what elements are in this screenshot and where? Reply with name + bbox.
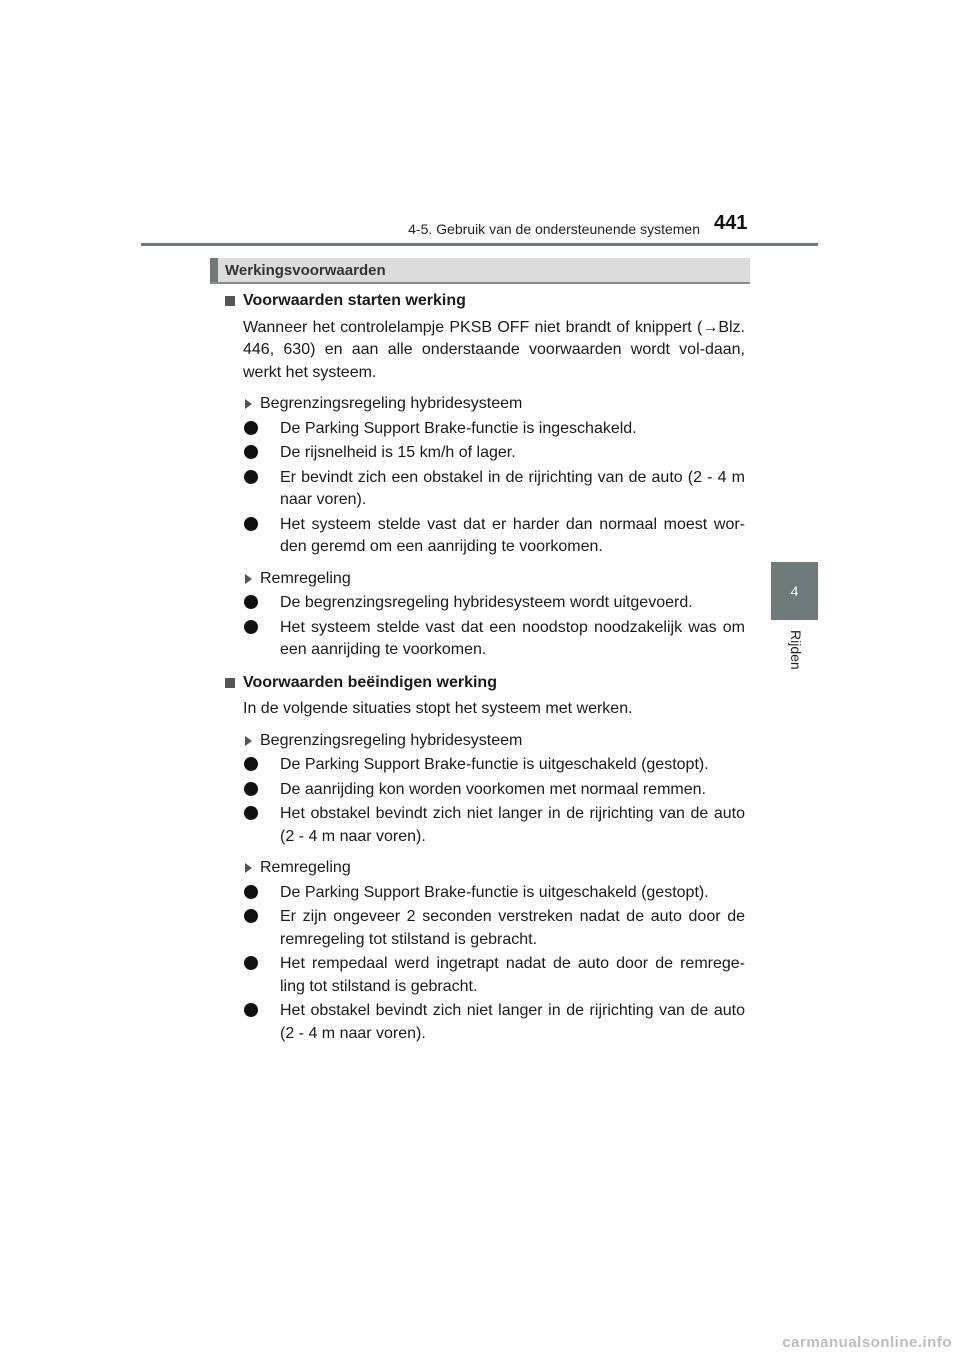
list-item xyxy=(222,592,745,615)
dot-bullet-icon xyxy=(244,757,258,771)
end-heading xyxy=(222,672,745,695)
group-title-text: Begrenzingsregeling hybridesysteem xyxy=(260,395,523,412)
dot-bullet-icon xyxy=(244,620,258,634)
list-item-text: Het rempedaal werd ingetrapt nadat de auto door de remrege-ling tot stilstand is gebracht. xyxy=(280,955,745,995)
end-group-2-title xyxy=(222,857,745,880)
list-item xyxy=(222,803,745,848)
header-rule xyxy=(141,243,818,246)
list-item-text: Het systeem stelde vast dat er harder dan normaal moest wor-den geremd om een aanrijding te voorkomen. xyxy=(280,515,745,555)
list-item-text: De Parking Support Brake-functie is uitgeschakeld (gestopt). xyxy=(280,883,709,901)
chapter-title: 4-5. Gebruik van de ondersteunende systemen xyxy=(408,221,700,237)
spacer xyxy=(222,662,745,670)
dot-bullet-icon xyxy=(244,595,258,609)
dot-bullet-icon xyxy=(244,956,258,970)
start-heading-text: Voorwaarden starten werking xyxy=(243,292,466,309)
list-item-text: Het systeem stelde vast dat een noodstop noodzakelijk was om een aanrijding te voorkomen. xyxy=(280,618,745,658)
triangle-bullet-icon xyxy=(245,399,252,409)
watermark: carmanualsonline.info xyxy=(782,1334,952,1351)
list-item xyxy=(222,418,745,441)
list-item xyxy=(222,442,745,465)
list-item-text: Het obstakel bevindt zich niet langer in de rijrichting van de auto (2 - 4 m naar voren). xyxy=(280,805,745,845)
list-item xyxy=(222,906,745,951)
dot-bullet-icon xyxy=(244,470,258,484)
group-title-text: Remregeling xyxy=(260,859,351,876)
list-item xyxy=(222,467,745,512)
section-header xyxy=(210,258,750,284)
dot-bullet-icon xyxy=(244,782,258,796)
square-bullet-icon xyxy=(225,296,235,306)
section-title: Werkingsvoorwaarden xyxy=(225,262,386,279)
section-accent xyxy=(210,258,218,282)
end-intro: In de volgende situaties stopt het systeem met werken. xyxy=(243,700,633,717)
list-item xyxy=(222,953,745,998)
chapter-tab[interactable] xyxy=(771,562,818,620)
triangle-bullet-icon xyxy=(245,736,252,746)
list-item-text: De Parking Support Brake-functie is ingeschakeld. xyxy=(280,419,637,437)
dot-bullet-icon xyxy=(244,445,258,459)
list-item xyxy=(222,1000,745,1045)
list-item-text: Er bevindt zich een obstakel in de rijrichting van de auto (2 - 4 m naar voren). xyxy=(280,468,745,508)
end-heading-text: Voorwaarden beëindigen werking xyxy=(243,673,497,691)
list-item-text: Er zijn ongeveer 2 seconden verstreken nadat de auto door de remregeling tot stilstand is gebracht. xyxy=(280,908,745,948)
list-item xyxy=(222,779,745,802)
triangle-bullet-icon xyxy=(245,863,252,873)
list-item-text: De Parking Support Brake-functie is uitgeschakeld (gestopt). xyxy=(280,756,709,773)
dot-bullet-icon xyxy=(244,885,258,899)
start-intro: Wanneer het controlelampje PKSB OFF niet brandt of knippert (→Blz. 446, 630) en aan alle onderstaande voorwaarden wordt vol-daan, werkt het systeem. xyxy=(243,318,745,381)
end-group-1-title xyxy=(222,730,745,753)
list-item-text: Het obstakel bevindt zich niet langer in de rijrichting van de auto (2 - 4 m naar voren). xyxy=(280,1002,745,1042)
list-item-text: De begrenzingsregeling hybridesysteem wordt uitgevoerd. xyxy=(280,594,693,611)
dot-bullet-icon xyxy=(244,909,258,923)
list-item-text: De aanrijding kon worden voorkomen met normaal remmen. xyxy=(280,780,706,798)
dot-bullet-icon xyxy=(244,806,258,820)
chapter-tab-label: Rijden xyxy=(788,630,804,670)
triangle-bullet-icon xyxy=(245,574,252,584)
group-title-text: Remregeling xyxy=(260,569,351,587)
list-item xyxy=(222,514,745,559)
list-item xyxy=(222,882,745,905)
dot-bullet-icon xyxy=(244,1003,258,1017)
dot-bullet-icon xyxy=(244,517,258,531)
list-item xyxy=(222,617,745,662)
group-title-text: Begrenzingsregeling hybridesysteem xyxy=(260,731,523,749)
start-group-1-title xyxy=(222,393,745,416)
start-heading xyxy=(222,290,745,313)
dot-bullet-icon xyxy=(244,421,258,435)
list-item-text: De rijsnelheid is 15 km/h of lager. xyxy=(280,444,516,461)
list-item xyxy=(222,754,745,777)
chapter-tab-number: 4 xyxy=(790,583,799,599)
start-group-2-title xyxy=(222,568,745,591)
square-bullet-icon xyxy=(225,678,235,688)
page-number: 441 xyxy=(714,212,748,234)
page-content xyxy=(222,288,745,1045)
